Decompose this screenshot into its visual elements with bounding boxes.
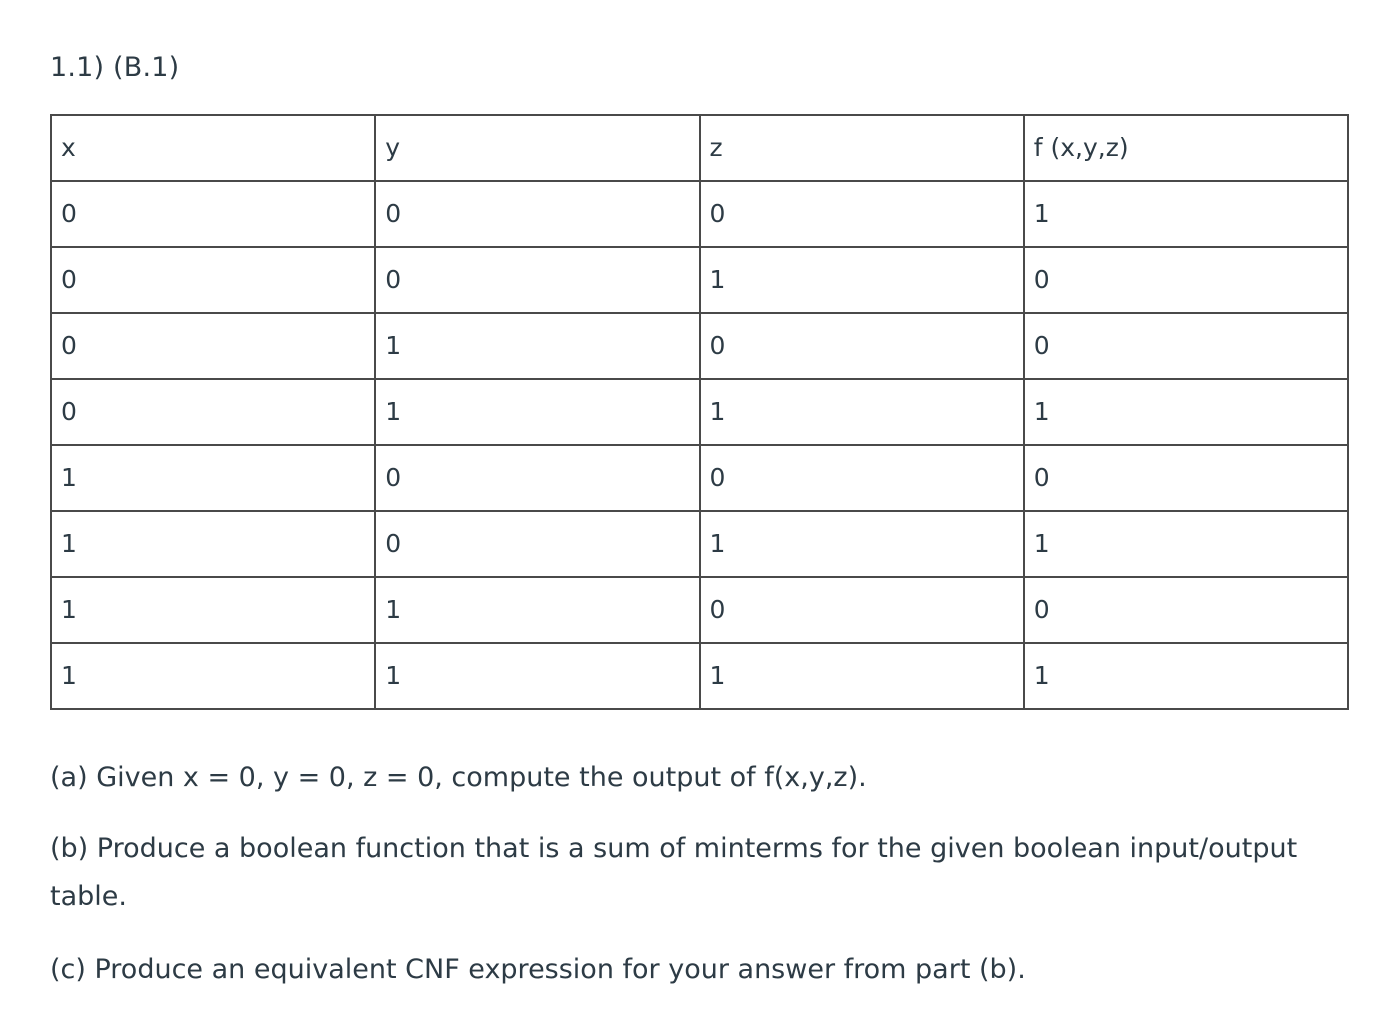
question-a: (a) Given x = 0, y = 0, z = 0, compute the output of f(x,y,z). bbox=[50, 762, 867, 793]
table-row bbox=[51, 247, 1348, 313]
table-row bbox=[51, 643, 1348, 709]
cell-z: 0 bbox=[700, 181, 1024, 247]
cell-x: 1 bbox=[51, 511, 375, 577]
cell-x: 1 bbox=[51, 577, 375, 643]
table-row bbox=[51, 445, 1348, 511]
question-c: (c) Produce an equivalent CNF expression for your answer from part (b). bbox=[50, 954, 1026, 985]
table-row bbox=[51, 577, 1348, 643]
cell-x: 0 bbox=[51, 313, 375, 379]
cell-x: 1 bbox=[51, 445, 375, 511]
cell-z: 1 bbox=[700, 643, 1024, 709]
table-row bbox=[51, 379, 1348, 445]
cell-f: 1 bbox=[1024, 643, 1348, 709]
cell-z: 0 bbox=[700, 313, 1024, 379]
cell-y: 1 bbox=[375, 643, 699, 709]
cell-y: 0 bbox=[375, 445, 699, 511]
cell-z: 1 bbox=[700, 511, 1024, 577]
cell-f: 0 bbox=[1024, 313, 1348, 379]
truth-table bbox=[50, 114, 1349, 710]
cell-z: 0 bbox=[700, 445, 1024, 511]
cell-f: 0 bbox=[1024, 445, 1348, 511]
problem-heading: 1.1) (B.1) bbox=[50, 52, 180, 83]
cell-f: 1 bbox=[1024, 379, 1348, 445]
cell-f: 0 bbox=[1024, 577, 1348, 643]
cell-z: 1 bbox=[700, 247, 1024, 313]
table-row bbox=[51, 313, 1348, 379]
cell-y: 1 bbox=[375, 313, 699, 379]
cell-y: 0 bbox=[375, 247, 699, 313]
table-row bbox=[51, 511, 1348, 577]
table-header-row bbox=[51, 115, 1348, 181]
question-b: (b) Produce a boolean function that is a sum of minterms for the given boolean input/output table. bbox=[50, 833, 1298, 912]
cell-x: 1 bbox=[51, 643, 375, 709]
cell-z: 1 bbox=[700, 379, 1024, 445]
table-row bbox=[51, 181, 1348, 247]
cell-f: 0 bbox=[1024, 247, 1348, 313]
cell-f: 1 bbox=[1024, 511, 1348, 577]
cell-x: 0 bbox=[51, 181, 375, 247]
cell-x: 0 bbox=[51, 247, 375, 313]
header-y: y bbox=[375, 115, 699, 181]
cell-y: 0 bbox=[375, 181, 699, 247]
header-f: f (x,y,z) bbox=[1024, 115, 1348, 181]
cell-x: 0 bbox=[51, 379, 375, 445]
cell-z: 0 bbox=[700, 577, 1024, 643]
header-x: x bbox=[51, 115, 375, 181]
cell-f: 1 bbox=[1024, 181, 1348, 247]
cell-y: 1 bbox=[375, 379, 699, 445]
cell-y: 1 bbox=[375, 577, 699, 643]
header-z: z bbox=[700, 115, 1024, 181]
cell-y: 0 bbox=[375, 511, 699, 577]
